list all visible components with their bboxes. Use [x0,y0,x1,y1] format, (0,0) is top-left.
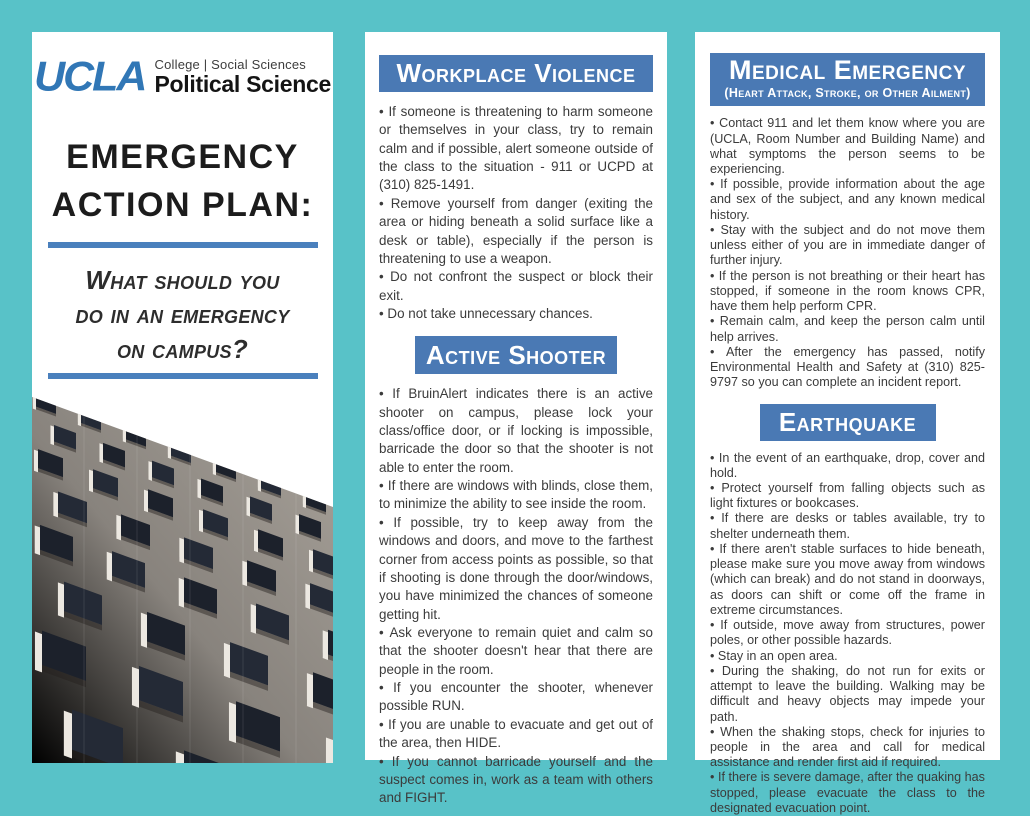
bullet-item: • Do not take unnecessary chances. [379,305,653,323]
workplace-violence-header: Workplace Violence [379,55,653,92]
college-label: College | Social Sciences [154,56,306,72]
bullet-item: • In the event of an earthquake, drop, cover and hold. [710,451,985,481]
bullet-item: • Ask everyone to remain quiet and calm so that the shooter doesn't hear that there are people in the room. [379,624,653,679]
divider-rule-bottom [48,373,318,379]
cover-panel [32,32,333,763]
bullet-item: • During the shaking, do not run for exits or attempt to leave the building. Walking may be difficult and heavy objects may impede your path. [710,664,985,725]
bullet-item: • If the person is not breathing or their heart has stopped, if someone in the room knows CPR, have them help perform CPR. [710,269,985,315]
bullet-item: • If you cannot barricade yourself and the suspect comes in, work as a team with others and FIGHT. [379,753,653,808]
middle-panel [365,32,667,806]
cover-question [45,263,321,367]
bullet-item: • Remove yourself from danger (exiting the area or hiding beneath a solid surface like a desk or table), especially if the person is threatening to use a weapon. [379,195,653,268]
building-photo [32,393,333,763]
bullet-item: • Do not confront the suspect or block their exit. [379,268,653,305]
bullet-item: • If there are desks or tables available, try to shelter underneath them. [710,511,985,541]
earthquake-header: Earthquake [760,404,936,441]
cover-question-line1: What should you [85,264,280,295]
bullet-item: • Contact 911 and let them know where you are (UCLA, Room Number and Building Name) and what symptoms the person seems to be experiencing. [710,116,985,177]
cover-title-line1: EMERGENCY [66,138,299,176]
bullet-item: • If you are unable to evacuate and get out of the area, then HIDE. [379,716,653,753]
ucla-wordmark: UCLA [34,53,146,101]
medical-emergency-bullets [710,116,985,390]
cover-title [32,133,333,230]
earthquake-bullets [710,451,985,816]
cover-question-line2: do in an emergency [75,299,290,330]
bullet-item: • If outside, move away from structures, power poles, or other possible hazards. [710,618,985,648]
department-label: Political Science [154,71,331,97]
cover-title-line2: ACTION PLAN: [51,186,314,225]
bullet-item: • If BruinAlert indicates there is an active shooter on campus, please lock your class/office door, or if locking is impossible, barricade the door so that the shooter is not able to enter the room. [379,385,653,477]
medical-emergency-subtitle: (Heart Attack, Stroke, or Other Ailment) [724,85,971,100]
bullet-item: • After the emergency has passed, notify Environmental Health and Safety at (310) 825-9797 so you can complete an incident report. [710,345,985,391]
bullet-item: • If someone is threatening to harm someone or themselves in your class, try to remain calm and if possible, alert someone outside of the class to the situation - 911 or UCPD at (310) 825-1491. [379,103,653,195]
medical-emergency-title: Medical Emergency [728,55,966,85]
bullet-item: • If there are windows with blinds, close them, to minimize the ability to see inside the room. [379,477,653,514]
workplace-violence-bullets [379,103,653,323]
bullet-item: • Stay in an open area. [710,649,985,664]
active-shooter-header: Active Shooter [415,336,617,374]
active-shooter-bullets [379,385,653,807]
bullet-item: • Stay with the subject and do not move them unless either of you are in immediate danger of further injury. [710,223,985,269]
bullet-item: • If there is severe damage, after the quaking has stopped, please evacuate the class to the designated evacuation point. [710,770,985,816]
bullet-item: • If you encounter the shooter, whenever possible RUN. [379,679,653,716]
bullet-item: • If there aren't stable surfaces to hide beneath, please make sure you move away from windows (which can break) and do not stand in doorways, as doors can shift or come off the frame in extreme circumstances. [710,542,985,618]
bullet-item: • If possible, try to keep away from the windows and doors, and move to the farthest corner from access points as possible, so that if shooting is done through the door/windows, you have minimized the chances of someone getting hit. [379,514,653,624]
bullet-item: • Protect yourself from falling objects such as light fixtures or bookcases. [710,481,985,511]
right-panel [695,32,1000,815]
brand-logo [32,53,333,101]
cover-question-line3: on campus? [116,333,249,364]
department-name [155,58,331,98]
bullet-item: • If possible, provide information about the age and sex of the subject, and any known medical history. [710,177,985,223]
medical-emergency-header [710,53,985,106]
divider-rule-top [48,242,318,248]
bullet-item: • When the shaking stops, check for injuries to people in the area and call for medical assistance and render first aid if required. [710,725,985,771]
bullet-item: • Remain calm, and keep the person calm until help arrives. [710,314,985,344]
